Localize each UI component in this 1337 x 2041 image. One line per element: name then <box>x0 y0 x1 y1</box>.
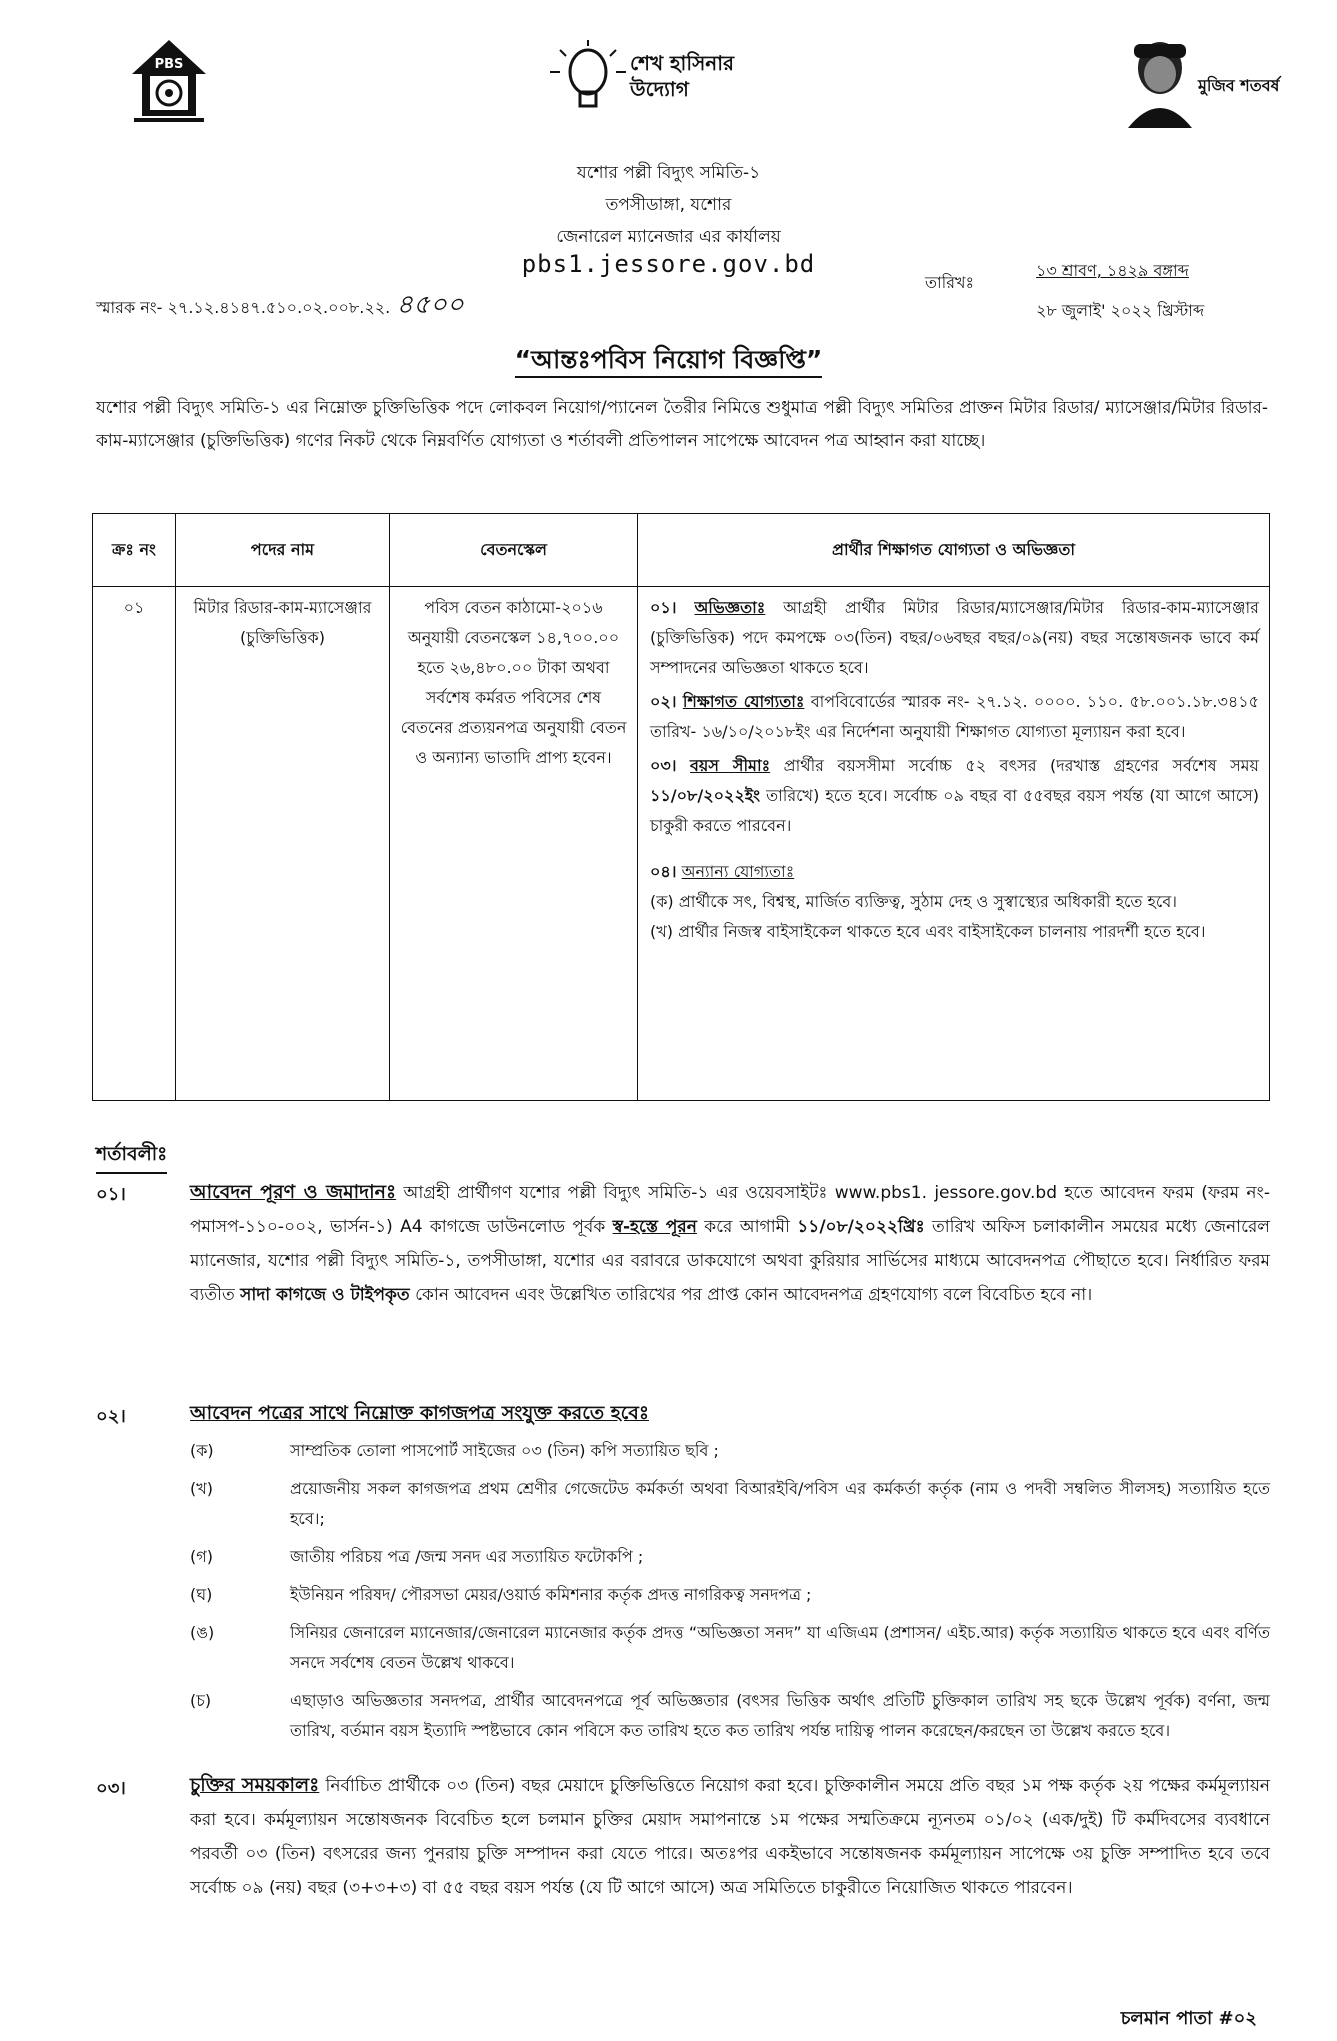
list-item <box>190 1686 1270 1746</box>
q1-text: আগ্রহী প্রার্থীর মিটার রিডার/ম্যাসেঞ্জার/মিটার রিডার-কাম-ম্যাসেঞ্জার (চুক্তিভিত্তিক) পদে কমপক্ষে ০৩(তিন) বছর/০৬বছর বছর/০৯(নয়) বছর সন্তোষজনক ভাবে কর্ম সম্পাদনের অভিজ্ঞতা থাকতে হবে। <box>650 598 1259 677</box>
conditions-heading: শর্তাবলীঃ <box>96 1140 167 1174</box>
mujib-borsho-logo <box>1110 30 1285 130</box>
condition-1-plain-paper-note: সাদা কাগজে ও টাইপকৃত <box>240 1285 410 1305</box>
list-item-text: সাম্প্রতিক তোলা পাসপোর্ট সাইজের ০৩ (তিন) কপি সত্যায়িত ছবি ; <box>290 1441 719 1460</box>
condition-1-number: ০১। <box>96 1184 126 1205</box>
condition-2-number: ০২। <box>96 1406 126 1427</box>
list-item <box>190 1542 1270 1572</box>
q4-item-a: (ক) প্রার্থীকে সৎ, বিশ্বস্থ, মার্জিত ব্যক্তিত্ব, সুঠাম দেহ ও সুস্বাস্থ্যের অধিকারী হতে হবে। <box>650 892 1177 911</box>
org-address: তপসীডাঙ্গা, যশোর <box>605 195 732 215</box>
th-post: পদের নাম <box>176 514 390 587</box>
condition-1-title: আবেদন পূরণ ও জমাদানঃ <box>190 1181 397 1203</box>
q4-number: ০৪। <box>650 862 677 881</box>
list-item <box>190 1474 1270 1534</box>
q3-text-a: প্রার্থীর বয়সসীমা সর্বোচ্চ ৫২ বৎসর (দরখাস্ত গ্রহণের সর্বশেষ সময় <box>770 756 1259 775</box>
condition-1-deadline: ১১/০৮/২০২২খ্রিঃ <box>797 1217 925 1237</box>
sheikh-hasina-initiative-logo <box>548 36 798 116</box>
condition-3-title: চুক্তির সময়কালঃ <box>190 1774 320 1796</box>
memo-handwritten-number: ৪৫০০ <box>396 290 464 319</box>
memo-line <box>96 284 464 328</box>
portrait-icon <box>1110 30 1210 130</box>
list-item-key: (ক) <box>190 1441 214 1460</box>
list-item <box>190 1436 1270 1466</box>
logo-left-text: PBS <box>154 57 184 72</box>
page-title-text: “আন্তঃপবিস নিয়োগ বিজ্ঞপ্তি” <box>515 345 823 378</box>
condition-1-text-e: তারিখ অফিস চলাকালীন সময়ের মধ্যে জেনারেল ম্যানেজার, যশোর পল্লী বিদ্যুৎ সমিতি-১, তপসীডাঙ্গা, যশোর এর বরাবরে ডাকযোগে অথবা কুরিয়ার সার্ভিসের মাধ্যমে আবেদনপত্র পৌছাতে হবে। নির্ধারিত ফরম ব্যতীত <box>190 1217 1270 1305</box>
list-item-text: প্রয়োজনীয় সকল কাগজপত্র প্রথম শ্রেণীর গেজেটেড কর্মকর্তা অথবা বিআরইবি/পবিস এর কর্মকর্তা কর্তৃক (নাম ও পদবী সম্বলিত সীলসহ) সত্যায়িত হতে হবে।; <box>290 1479 1270 1528</box>
qualification-other <box>650 857 1259 947</box>
org-name: যশোর পল্লী বিদ্যুৎ সমিতি-১ <box>576 163 761 183</box>
logo-right-text: মুজিব শতবর্ষ <box>1198 76 1280 95</box>
logo-center-text: শেখ হাসিনার উদ্যোগ <box>630 51 735 101</box>
q3-number: ০৩। <box>650 756 677 775</box>
date-bangla: ১৩ শ্রাবণ, ১৪২৯ বঙ্গাব্দ <box>1036 261 1189 280</box>
intro-paragraph: যশোর পল্লী বিদ্যুৎ সমিতি-১ এর নিম্নোক্ত চুক্তিভিত্তিক পদে লোকবল নিয়োগ/প্যানেল তৈরীর নিমিত্তে শুধুমাত্র পল্লী বিদ্যুৎ সমিতির প্রাক্তন মিটার রিডার/ ম্যাসেঞ্জার/মিটার রিডার-কাম-ম্যাসেঞ্জার (চুক্তিভিত্তিক) গণের নিকট থেকে নিম্নবর্ণিত যোগ্যতা ও শর্তাবলী প্রতিপালন সাপেক্ষে আবেদন পত্র আহ্বান করা যাচ্ছে। <box>96 398 1268 451</box>
table-row <box>93 587 1270 1101</box>
condition-3-text: নির্বাচিত প্রার্থীকে ০৩ (তিন) বছর মেয়াদে চুক্তিভিত্তিতে নিয়োগ করা হবে। চুক্তিকালীন সময়ে প্রতি বছর ১ম পক্ষ কর্তৃক ২য় পক্ষের কর্মমূল্যায়ন করা হবে। কর্মমূল্যায়ন সন্তোষজনক বিবেচিত হলে চলমান চুক্তির মেয়াদ সমাপনান্তে ১ম পক্ষের সম্মতিক্রমে ন্যূনতম ০১/০২ (এক/দুই) টি কর্মদিবসের ব্যবধানে পরবর্তী ০৩ (তিন) বৎসরের জন্য পুনরায় চুক্তি সম্পাদন করা যেতে পারে। অতঃপর একইভাবে সন্তোষজনক কর্মমূল্যায়ন সাপেক্ষে ৩য় চুক্তি সম্পাদিত হবে তবে সর্বোচ্চ ০৯ (নয়) বছর (৩+৩+৩) বা ৫৫ বছর বয়স পর্যন্ত (যে টি আগে আসে) অত্র সমিতিতে চাকুরীতে নিয়োজিত থাকতে পারবেন। <box>190 1776 1270 1898</box>
q4-item-b: (খ) প্রার্থীর নিজস্ব বাইসাইকেল থাকতে হবে এবং বাইসাইকেল চালনায় পারদর্শী হতে হবে। <box>650 922 1206 941</box>
list-item-key: (ঙ) <box>190 1623 215 1642</box>
website: pbs1.jessore.gov.bd <box>521 250 816 278</box>
q3-deadline-date: ১১/০৮/২০২২ইং <box>650 786 761 805</box>
q4-title: অন্যান্য যোগ্যতাঃ <box>681 862 795 881</box>
memo-label: স্মারক নং- ২৭.১২.৪১৪৭.৫১০.০২.০০৮.২২. <box>96 298 391 317</box>
qualification-age <box>650 751 1259 841</box>
q1-title: অভিজ্ঞতাঃ <box>694 598 766 617</box>
qualification-experience <box>650 593 1259 683</box>
list-item-text: এছাড়াও অভিজ্ঞতার সনদপত্র, প্রার্থীর আবেদনপত্রে পূর্ব অভিজ্ঞতার (বৎসর ভিত্তিক অর্থাৎ প্রতিটি চুক্তিকাল তারিখ সহ ছকে উল্লেখ পূর্বক) বর্ণনা, জন্ম তারিখ, বর্তমান বয়স ইত্যাদি স্পষ্টভাবে কোন পবিসে কত তারিখ হতে কত তারিখ পর্যন্ত দায়িত্ব পালন করেছেন/করছেন তা উল্লেখ করতে হবে। <box>290 1691 1270 1740</box>
condition-1-text-g: কোন আবেদন এবং উল্লেখিত তারিখের পর প্রাপ্ত কোন আবেদনপত্র গ্রহণযোগ্য বলে বিবেচিত হবে না। <box>409 1285 1093 1305</box>
list-item-key: (গ) <box>190 1547 213 1566</box>
cell-serial: ০১ <box>93 587 176 1101</box>
q2-title: শিক্ষাগত যোগ্যতাঃ <box>682 692 805 711</box>
table-header-row <box>93 514 1270 587</box>
bulb-icon <box>548 36 628 116</box>
q3-title: বয়স সীমাঃ <box>690 756 771 775</box>
condition-2-title-text: আবেদন পত্রের সাথে নিম্নোক্ত কাগজপত্র সংযুক্ত করতে হবেঃ <box>190 1402 650 1424</box>
th-qualification: প্রার্থীর শিক্ষাগত যোগ্যতা ও অভিজ্ঞতা <box>638 514 1270 587</box>
list-item-text: জাতীয় পরিচয় পত্র /জন্ম সনদ এর সত্যায়িত ফটোকপি ; <box>290 1547 644 1566</box>
q2-number: ০২। <box>650 692 677 711</box>
list-item-text: ইউনিয়ন পরিষদ/ পৌরসভা মেয়র/ওয়ার্ড কমিশনার কর্তৃক প্রদত্ত নাগরিকত্ব সনদপত্র ; <box>290 1585 812 1604</box>
condition-3 <box>190 1768 1270 1905</box>
condition-1-text-c: করে আগামী <box>696 1217 798 1237</box>
date-english: ২৮ জুলাই' ২০২২ খ্রিস্টাব্দ <box>1036 301 1205 320</box>
q3-text-b: তারিখে) হতে হবে। সর্বোচ্চ ০৯ বছর বা ৫৫বছর বয়স পর্যন্ত (যা আগে আসে) চাকুরী করতে পারবেন। <box>650 786 1259 835</box>
th-pay: বেতনস্কেল <box>390 514 638 587</box>
page-title <box>0 340 1337 383</box>
list-item-key: (খ) <box>190 1479 213 1498</box>
date-label: তারিখঃ <box>925 273 975 292</box>
list-item <box>190 1618 1270 1678</box>
q1-number: ০১। <box>650 598 677 617</box>
condition-3-number: ০৩। <box>96 1778 126 1799</box>
qualification-education <box>650 687 1259 747</box>
q2-text: বাপবিবোর্ডের স্মারক নং- ২৭.১২. ০০০০. ১১০. ৫৮.০০১.১৮.৩৪১৫ তারিখ- ১৬/১০/২০১৮ইং এর নির্দেশনা অনুযায়ী শিক্ষাগত যোগ্যতা মূল্যায়ন করা হবে। <box>650 692 1260 741</box>
continued-page-note: চলমান পাতা #০২ <box>1120 2008 1257 2029</box>
cell-post: মিটার রিডার-কাম-ম্যাসেঞ্জার (চুক্তিভিত্তিক) <box>176 587 390 1101</box>
vacancy-table <box>92 513 1270 1101</box>
condition-1-handwritten-note: স্ব-হস্তে পূরন <box>612 1217 697 1237</box>
documents-list <box>190 1436 1270 1754</box>
office-name: জেনারেল ম্যানেজার এর কার্যালয় <box>556 227 781 247</box>
cell-pay: পবিস বেতন কাঠামো-২০১৬ অনুযায়ী বেতনস্কেল ১৪,৭০০.০০ হতে ২৬,৪৮০.০০ টাকা অথবা সর্বশেষ কর্মরত পবিসের শেষ বেতনের প্রত্যয়নপত্র অনুযায়ী বেতন ও অন্যান্য ভাতাদি প্রাপ্য হবেন। <box>390 587 638 1101</box>
list-item-key: (ঘ) <box>190 1585 213 1604</box>
th-serial: ক্রঃ নং <box>93 514 176 587</box>
cell-qualification <box>638 587 1270 1101</box>
condition-1-text-a: আগ্রহী প্রার্থীগণ যশোর পল্লী বিদ্যুৎ সমিতি-১ এর ওয়েবসাইটঃ www.pbs1. jessore.gov.bd হতে আবেদন ফরম (ফরম নং-পমাসপ-১১০-০০২, ভার্সন-১) A4 কাগজে ডাউনলোড পূর্বক <box>190 1183 1270 1237</box>
condition-1 <box>190 1175 1270 1312</box>
condition-2-title <box>190 1396 1270 1431</box>
list-item-text: সিনিয়র জেনারেল ম্যানেজার/জেনারেল ম্যানেজার কর্তৃক প্রদত্ত “অভিজ্ঞতা সনদ” যা এজিএম (প্রশাসন/ এইচ.আর) কর্তৃক সত্যায়িত থাকতে হবে এবং বর্ণিত সনদে সর্বশেষ বেতন উল্লেখ থাকবে। <box>290 1623 1270 1672</box>
pbs-logo <box>128 38 210 124</box>
list-item-key: (চ) <box>190 1691 212 1710</box>
list-item <box>190 1580 1270 1610</box>
